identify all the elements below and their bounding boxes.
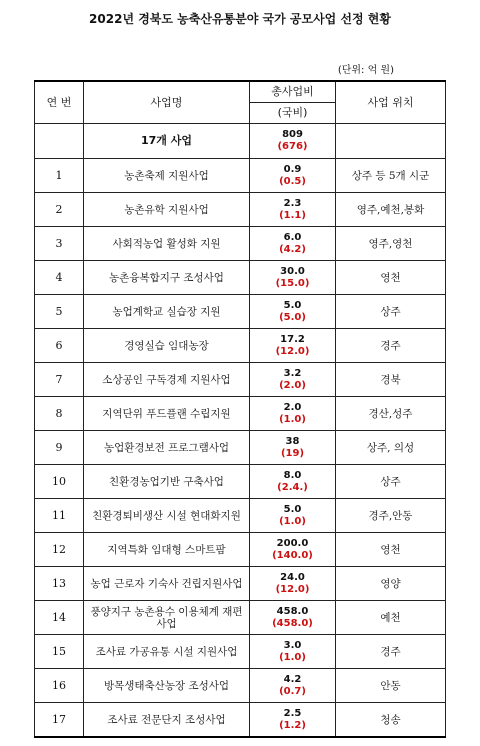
row-amount-cell	[250, 159, 336, 193]
row-location	[336, 669, 446, 703]
table-row	[35, 159, 446, 193]
row-amount-cell	[250, 227, 336, 261]
row-total: 38	[285, 435, 300, 447]
table-row	[35, 635, 446, 669]
header-no: 연 번	[35, 81, 84, 124]
row-project-name-text: 지역특화 임대형 스마트팜	[107, 543, 226, 556]
row-national: (1.1)	[279, 209, 306, 221]
row-project-name-text: 풍양지구 농촌용수 이용체계 재편사업	[90, 605, 243, 630]
row-national: (12.0)	[275, 345, 310, 357]
header-location: 사업 위치	[336, 81, 446, 124]
row-project-name-text: 경영실습 임대농장	[124, 339, 209, 352]
row-national: (458.0)	[272, 617, 313, 629]
row-amount-cell	[250, 261, 336, 295]
table-row	[35, 669, 446, 703]
table-row	[35, 193, 446, 227]
summary-total: 809	[282, 129, 303, 140]
row-national: (140.0)	[272, 549, 313, 561]
row-no: 12	[35, 533, 84, 567]
header-budget: 총사업비	[250, 81, 336, 103]
table-row	[35, 431, 446, 465]
row-project-name	[84, 329, 250, 363]
row-no: 13	[35, 567, 84, 601]
row-no: 9	[35, 431, 84, 465]
row-project-name	[84, 159, 250, 193]
row-project-name	[84, 703, 250, 738]
summary-no-cell	[35, 124, 84, 159]
row-national: (19)	[280, 447, 305, 459]
row-location	[336, 397, 446, 431]
header-name: 사업명	[84, 81, 250, 124]
table-row	[35, 329, 446, 363]
table-row	[35, 227, 446, 261]
row-project-name	[84, 601, 250, 635]
row-amount-cell	[250, 601, 336, 635]
row-national: (2.0)	[279, 379, 306, 391]
row-project-name	[84, 567, 250, 601]
row-amount-cell	[250, 193, 336, 227]
table-row	[35, 601, 446, 635]
row-amount-cell	[250, 499, 336, 533]
row-total: 5.0	[283, 299, 302, 311]
summary-location-cell	[336, 124, 446, 159]
row-project-name-text: 농촌유학 지원사업	[124, 203, 209, 216]
row-amount-cell	[250, 567, 336, 601]
row-location-text: 상주	[380, 305, 401, 318]
row-amount-cell	[250, 465, 336, 499]
row-no: 16	[35, 669, 84, 703]
row-no: 5	[35, 295, 84, 329]
row-location-text: 경주	[380, 645, 401, 658]
row-national: (1.0)	[279, 413, 306, 425]
row-no: 7	[35, 363, 84, 397]
row-no: 17	[35, 703, 84, 738]
row-amount-cell	[250, 363, 336, 397]
summary-national: (676)	[277, 141, 308, 152]
row-project-name	[84, 363, 250, 397]
row-no: 8	[35, 397, 84, 431]
row-location-text: 상주 등 5개 시군	[351, 169, 430, 182]
row-amount-cell	[250, 669, 336, 703]
row-project-name-text: 친환경농업기반 구축사업	[109, 475, 224, 488]
table-row	[35, 397, 446, 431]
row-amount-cell	[250, 295, 336, 329]
row-total: 30.0	[280, 265, 305, 277]
row-project-name-text: 농업 근로자 기숙사 건립지원사업	[90, 577, 243, 590]
table-body	[35, 124, 446, 738]
row-location-text: 청송	[380, 713, 401, 726]
row-location-text: 안동	[380, 679, 401, 692]
row-location-text: 영천	[380, 543, 401, 556]
row-no: 1	[35, 159, 84, 193]
row-location	[336, 329, 446, 363]
row-location-text: 상주, 의성	[366, 441, 415, 454]
row-project-name	[84, 193, 250, 227]
row-location	[336, 533, 446, 567]
row-national: (2.4.)	[277, 481, 308, 493]
row-project-name-text: 조사료 전문단지 조성사업	[107, 713, 226, 726]
summary-label: 17개 사업	[84, 124, 250, 159]
row-project-name	[84, 295, 250, 329]
row-total: 6.0	[283, 231, 302, 243]
page-title: 2022년 경북도 농축산유통분야 국가 공모사업 선정 현황	[89, 12, 391, 26]
row-project-name	[84, 227, 250, 261]
row-project-name-text: 농촌축제 지원사업	[124, 169, 209, 182]
table-row	[35, 567, 446, 601]
row-location-text: 영주,예천,봉화	[356, 203, 425, 216]
row-location	[336, 635, 446, 669]
row-location-text: 경주,안동	[368, 509, 413, 522]
row-project-name	[84, 635, 250, 669]
row-total: 5.0	[283, 503, 302, 515]
row-location	[336, 261, 446, 295]
row-total: 17.2	[280, 333, 305, 345]
row-project-name-text: 농업환경보전 프로그램사업	[103, 441, 230, 454]
row-no: 3	[35, 227, 84, 261]
row-no: 4	[35, 261, 84, 295]
row-location-text: 예천	[380, 611, 401, 624]
row-location	[336, 227, 446, 261]
row-amount-cell	[250, 635, 336, 669]
row-national: (1.0)	[279, 651, 306, 663]
row-no: 14	[35, 601, 84, 635]
row-national: (1.0)	[279, 515, 306, 527]
row-total: 200.0	[276, 537, 309, 549]
row-location-text: 영천	[380, 271, 401, 284]
row-project-name	[84, 669, 250, 703]
row-total: 3.2	[283, 367, 302, 379]
unit-label: (단위: 억 원)	[337, 65, 394, 76]
row-project-name-text: 지역단위 푸드플랜 수립지원	[102, 407, 231, 420]
row-total: 24.0	[280, 571, 305, 583]
row-no: 2	[35, 193, 84, 227]
row-project-name-text: 조사료 가공유통 시설 지원사업	[95, 645, 238, 658]
header-national: (국비)	[250, 103, 336, 124]
row-location	[336, 703, 446, 738]
row-no: 10	[35, 465, 84, 499]
row-national: (5.0)	[279, 311, 306, 323]
row-total: 2.0	[283, 401, 302, 413]
row-amount-cell	[250, 703, 336, 738]
row-location	[336, 363, 446, 397]
row-project-name	[84, 499, 250, 533]
row-total: 3.0	[283, 639, 302, 651]
project-table	[34, 80, 446, 738]
row-location	[336, 193, 446, 227]
table-row	[35, 499, 446, 533]
row-no: 11	[35, 499, 84, 533]
row-location	[336, 431, 446, 465]
row-amount-cell	[250, 329, 336, 363]
row-amount-cell	[250, 533, 336, 567]
row-location-text: 경산,성주	[368, 407, 413, 420]
summary-row	[35, 124, 446, 159]
row-project-name	[84, 431, 250, 465]
row-project-name-text: 방목생태축산농장 조성사업	[103, 679, 230, 692]
summary-amount-cell	[250, 124, 336, 159]
table-row	[35, 261, 446, 295]
row-location	[336, 465, 446, 499]
row-project-name-text: 친환경퇴비생산 시설 현대화지원	[92, 509, 241, 522]
row-project-name-text: 농촌융복합지구 조성사업	[109, 271, 224, 284]
row-total: 4.2	[283, 673, 302, 685]
row-no: 15	[35, 635, 84, 669]
row-national: (0.5)	[279, 175, 306, 187]
row-national: (15.0)	[275, 277, 310, 289]
table-row	[35, 533, 446, 567]
row-location	[336, 159, 446, 193]
row-project-name-text: 농업계학교 실습장 지원	[112, 305, 221, 318]
row-total: 8.0	[283, 469, 302, 481]
row-location-text: 경주	[380, 339, 401, 352]
table-row	[35, 295, 446, 329]
row-location-text: 경북	[380, 373, 401, 386]
row-project-name-text: 소상공인 구독경제 지원사업	[102, 373, 231, 386]
row-project-name	[84, 397, 250, 431]
row-amount-cell	[250, 397, 336, 431]
table-row	[35, 703, 446, 738]
row-location	[336, 295, 446, 329]
row-total: 2.5	[283, 707, 302, 719]
row-location	[336, 499, 446, 533]
row-project-name	[84, 261, 250, 295]
row-national: (4.2)	[279, 243, 306, 255]
table-row	[35, 465, 446, 499]
row-national: (0.7)	[279, 685, 306, 697]
table-header	[35, 81, 446, 124]
row-amount-cell	[250, 431, 336, 465]
table-row	[35, 363, 446, 397]
row-no: 6	[35, 329, 84, 363]
row-location-text: 영양	[380, 577, 401, 590]
row-total: 2.3	[283, 197, 302, 209]
row-national: (1.2)	[279, 719, 306, 731]
row-national: (12.0)	[275, 583, 310, 595]
row-project-name	[84, 533, 250, 567]
row-project-name-text: 사회적농업 활성화 지원	[112, 237, 221, 250]
row-location-text: 영주,영천	[368, 237, 413, 250]
row-total: 458.0	[276, 605, 309, 617]
row-total: 0.9	[283, 163, 302, 175]
row-location	[336, 567, 446, 601]
row-project-name	[84, 465, 250, 499]
row-location	[336, 601, 446, 635]
row-location-text: 상주	[380, 475, 401, 488]
